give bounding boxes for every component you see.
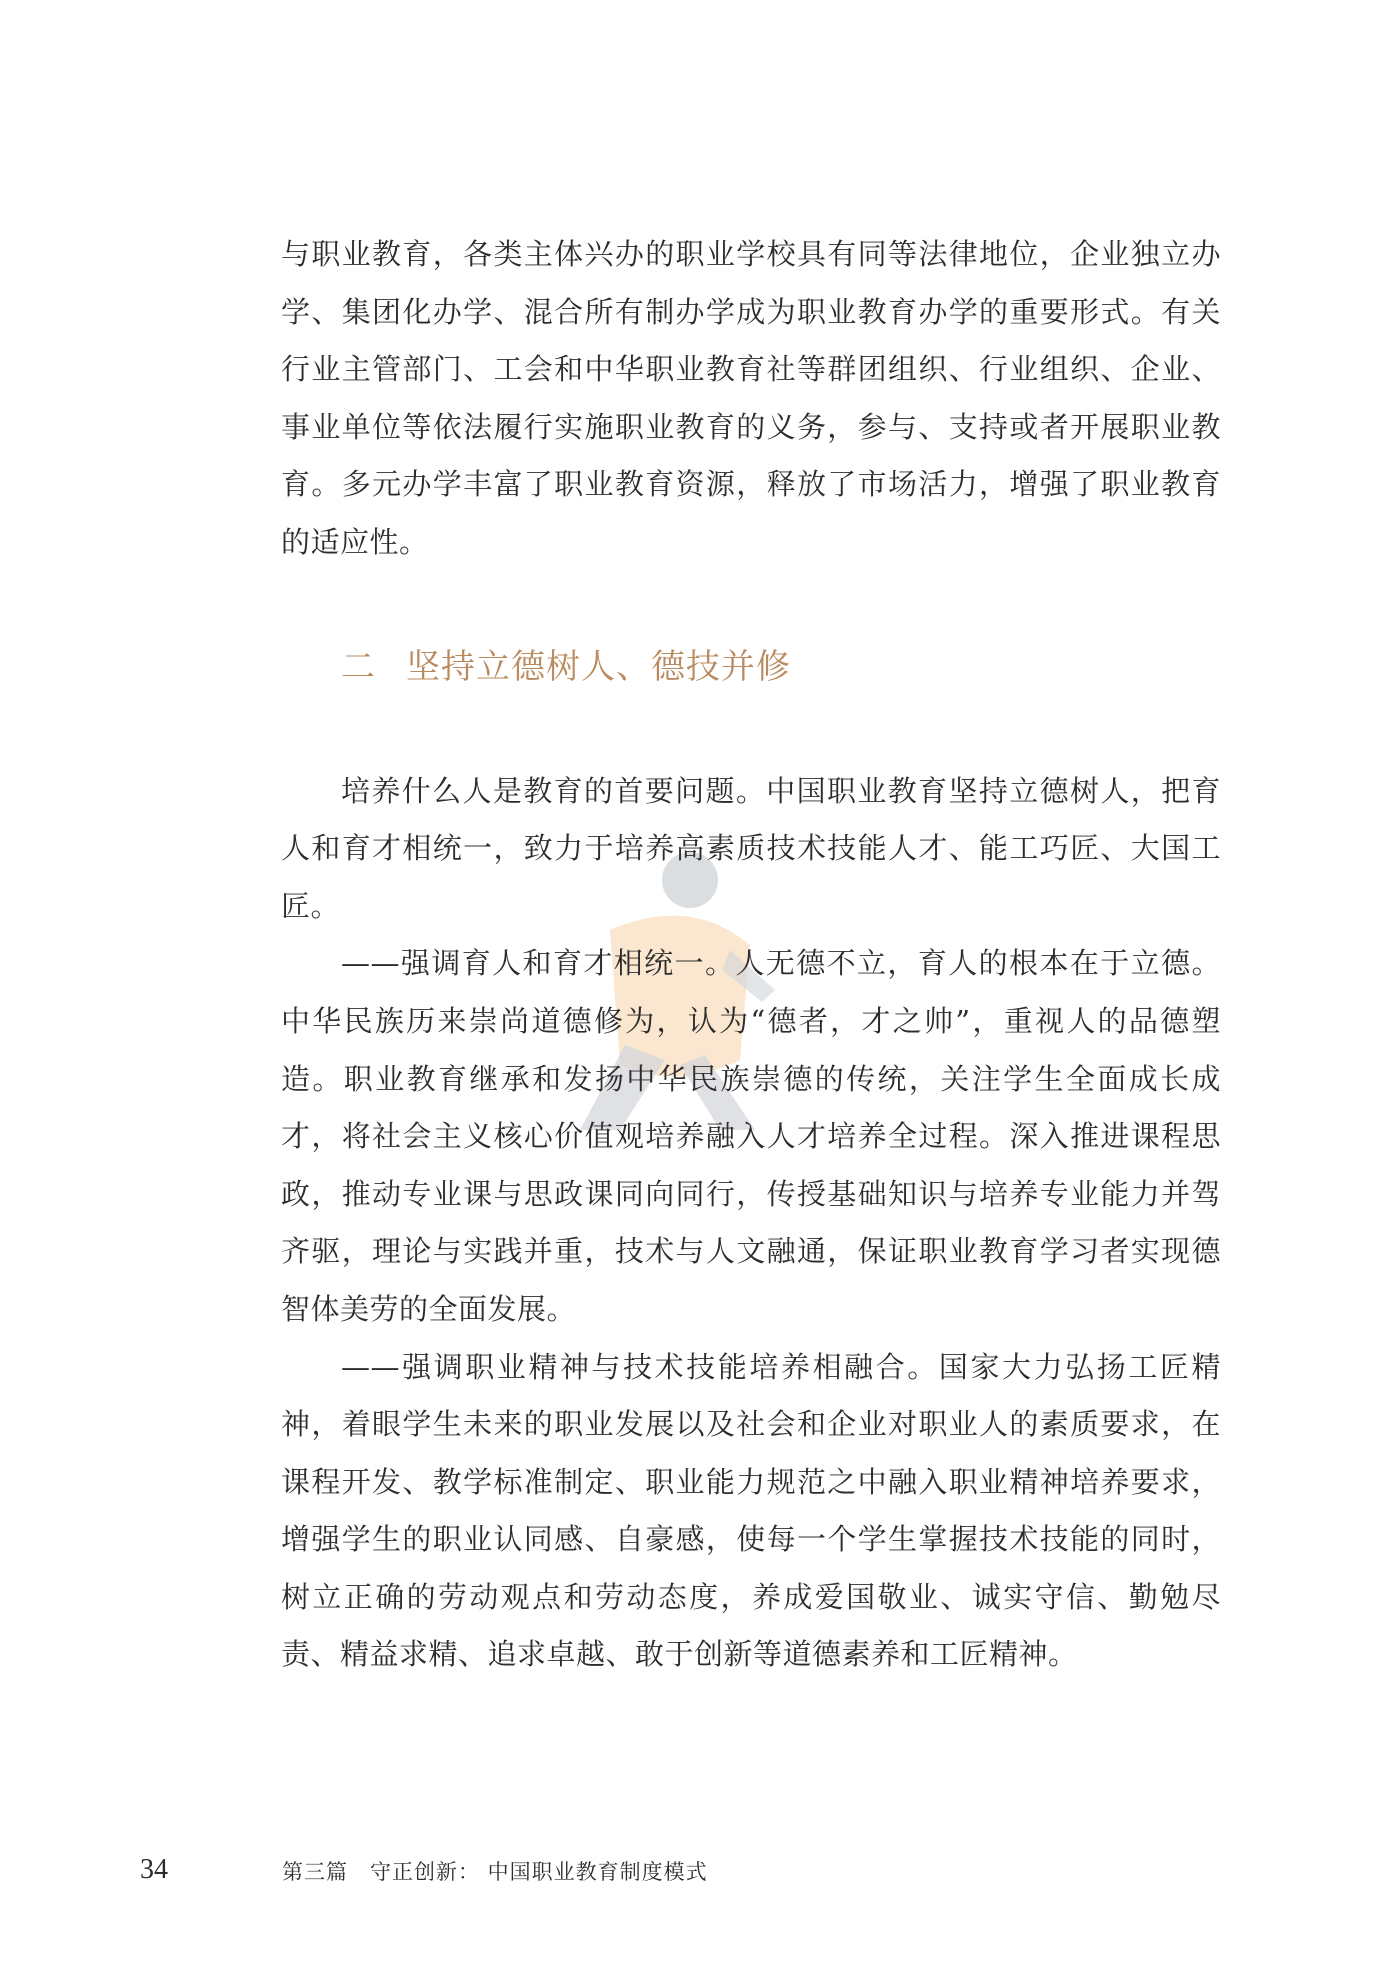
section-heading	[341, 647, 1221, 687]
paragraph: ——强调职业精神与技术技能培养相融合。国家大力弘扬工匠精神，着眼学生未来的职业发展以及社会和企业对职业人的素质要求，在课程开发、教学标准制定、职业能力规范之中融入职业精神培养要求，增强学生的职业认同感、自豪感，使每一个学生掌握技术技能的同时，树立正确的劳动观点和劳动态度，养成爱国敬业、诚实守信、勤勉尽责、精益求精、追求卓越、敢于创新等道德素养和工匠精神。	[281, 1349, 1221, 1672]
page-number: 34	[140, 1854, 168, 1885]
running-title: 第三篇 守正创新： 中国职业教育制度模式	[282, 1860, 708, 1884]
paragraph: 与职业教育，各类主体兴办的职业学校具有同等法律地位，企业独立办学、集团化办学、混合所有制办学成为职业教育办学的重要形式。有关行业主管部门、工会和中华职业教育社等群团组织、行业组织、企业、事业单位等依法履行实施职业教育的义务，参与、支持或者开展职业教育。多元办学丰富了职业教育资源，释放了市场活力，增强了职业教育的适应性。	[281, 237, 1221, 559]
section-number: 二	[341, 646, 376, 687]
section-title: 坚持立德树人、德技并修	[406, 646, 791, 687]
paragraph: ——强调育人和育才相统一。人无德不立，育人的根本在于立德。中华民族历来崇尚道德修为，认为“德者，才之帅”，重视人的品德塑造。职业教育继承和发扬中华民族崇德的传统，关注学生全面成长成才，将社会主义核心价值观培养融入人才培养全过程。深入推进课程思政，推动专业课与思政课同向同行，传授基础知识与培养专业能力并驾齐驱，理论与实践并重，技术与人文融通，保证职业教育学习者实现德智体美劳的全面发展。	[281, 946, 1221, 1326]
main-text	[281, 226, 1221, 1684]
paragraph: 培养什么人是教育的首要问题。中国职业教育坚持立德树人，把育人和育才相统一，致力于培养高素质技术技能人才、能工巧匠、大国工匠。	[281, 773, 1221, 923]
